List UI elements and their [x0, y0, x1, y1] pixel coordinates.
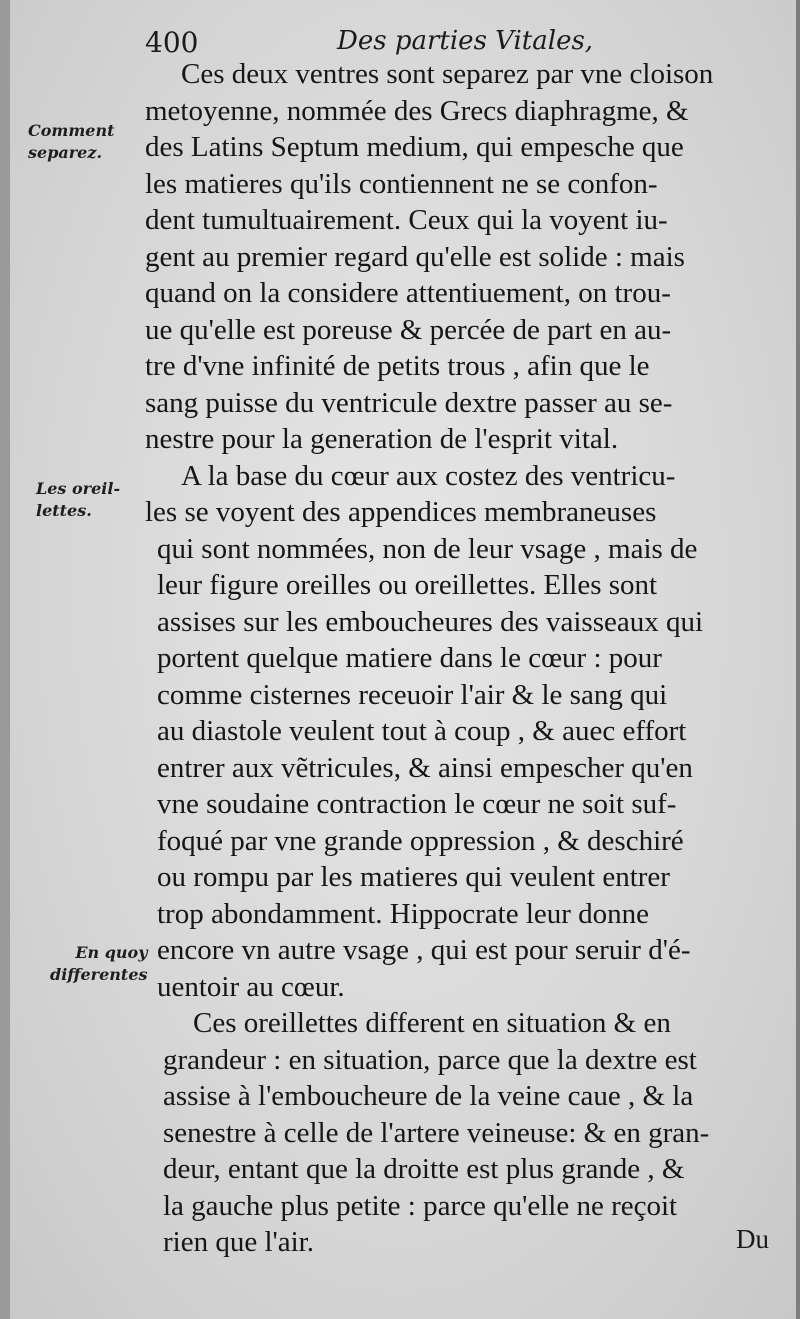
text-line: grandeur : en situation, parce que la dextre est: [163, 1043, 697, 1076]
margin-note-comment-separez: [28, 120, 114, 164]
text-line: encore vn autre vsage , qui est pour seruir d'é-: [157, 934, 691, 966]
text-line: metoyenne, nommée des Grecs diaphragme, &: [145, 94, 689, 127]
text-line: les matieres qu'ils contiennent ne se confon-: [145, 167, 658, 200]
text-line: comme cisternes receuoir l'air & le sang qui: [157, 678, 668, 711]
text-line: assise à l'embouchеure de la veine caue , & la: [163, 1080, 694, 1112]
margin-note-en-quoy-differentes: [50, 942, 148, 986]
text-line: foqué par vne grande oppression , & deschiré: [157, 824, 684, 857]
running-title: Des parties Vitales,: [337, 26, 594, 56]
text-line: assises sur les embouchеures des vaisseaux qui: [157, 605, 704, 638]
text-line: nestre pour la generation de l'esprit vital.: [145, 423, 619, 455]
text-line: gent au premier regard qu'elle est solide : mais: [145, 240, 685, 273]
margin-note-line: differentes: [50, 965, 148, 984]
text-line: vne soudaine contraction le cœur ne soit suf-: [157, 788, 677, 820]
text-line: Ces deux ventres sont separez par vne cloison: [181, 58, 714, 90]
text-line: la gauche plus petite : parce qu'elle ne reçoit: [163, 1189, 678, 1222]
text-line: au diastole veulent tout à coup , & auec effort: [157, 715, 687, 747]
text-line: des Latins Septum medium, qui empesche que: [145, 131, 684, 163]
text-line: uentoir au cœur.: [157, 970, 345, 1003]
text-line: les se voyent des appendices membraneuses: [145, 496, 657, 528]
catchword: Du: [736, 1224, 769, 1254]
text-line: ue qu'elle est poreuse & percée de part en au-: [145, 313, 672, 346]
text-line: ou rompu par les matieres qui veulent entrer: [157, 861, 670, 893]
page-number: 400: [145, 26, 199, 59]
margin-note-line: En quoy: [75, 943, 148, 962]
text-line: portent quelque matiere dans le cœur : pour: [157, 642, 662, 674]
page-left-edge-shadow: [0, 0, 10, 1319]
text-line: leur figure oreilles ou oreillettes. Elles sont: [157, 569, 658, 601]
text-line: quand on la considere attentiuement, on trou-: [145, 277, 671, 309]
margin-note-les-oreillettes: [36, 478, 120, 522]
page-right-edge-shadow: [796, 0, 800, 1319]
margin-note-line: Les oreil-: [36, 479, 121, 498]
text-line: Ces oreillettes different en situation & en: [193, 1007, 671, 1039]
text-line: rien que l'air.: [163, 1226, 314, 1258]
text-line: deur, entant que la droitte est plus grande , &: [163, 1153, 685, 1185]
margin-note-line: lettes.: [36, 501, 92, 520]
text-line: dent tumultuairement. Ceux qui la voyent iu-: [145, 204, 668, 236]
text-line: tre d'vne infinité de petits trous , afin que le: [145, 350, 650, 382]
text-line: sang puisse du ventricule dextre passer au se-: [145, 386, 673, 419]
text-line: senestre à celle de l'artere veineuse: & en gran-: [163, 1116, 710, 1149]
text-line: qui sont nommées, non de leur vsage , mais de: [157, 532, 698, 565]
text-line: A la base du cœur aux costez des ventricu-: [181, 459, 676, 492]
margin-note-line: Comment: [28, 121, 115, 140]
text-line: trop abondamment. Hippocrate leur donne: [157, 897, 650, 930]
margin-note-line: separez.: [28, 143, 103, 162]
body-text: [145, 56, 767, 1261]
text-line: entrer aux vẽtricules, & ainsi empescher qu'en: [157, 751, 693, 784]
